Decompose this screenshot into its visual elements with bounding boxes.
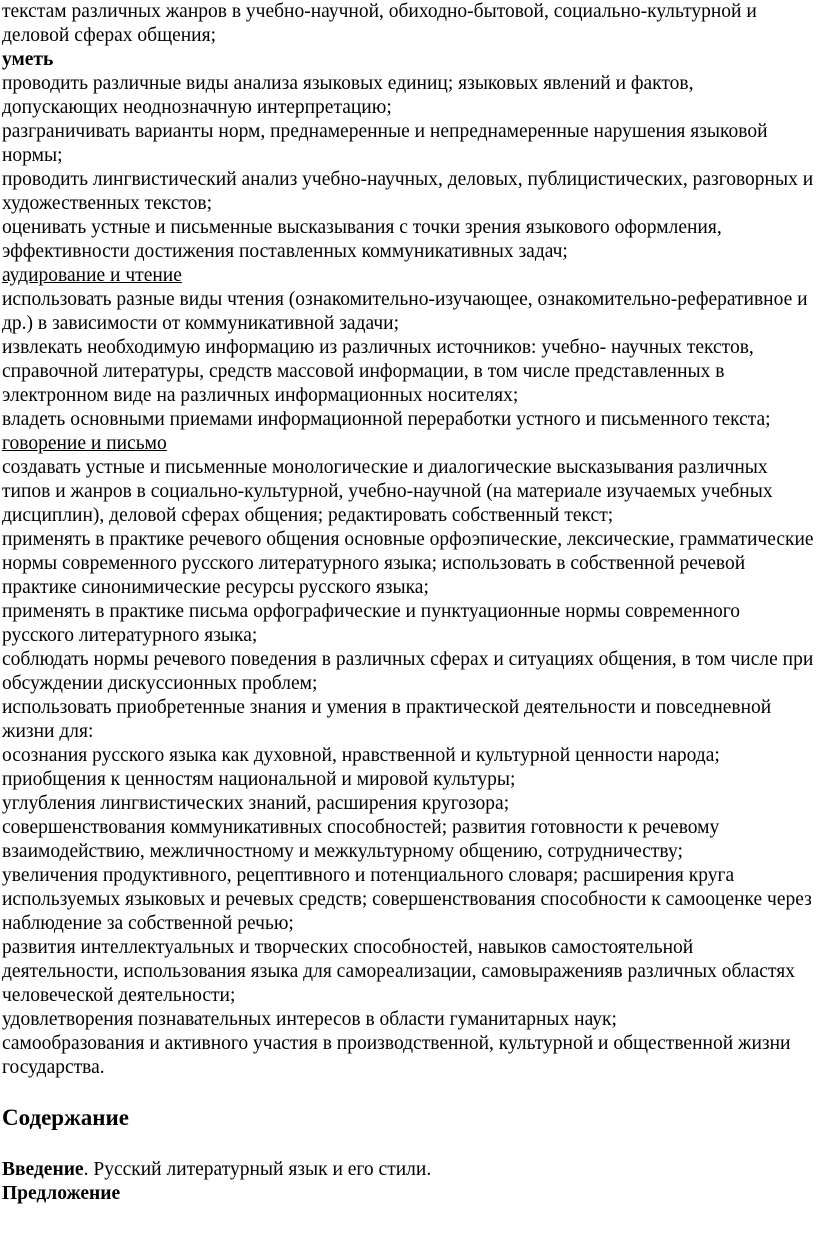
paragraph-development: развития интеллектуальных и творческих способностей, навыков самостоятельной деятельности, использования языка для самореализации, самовыраженияв различных областях человеческой деятельности;: [2, 937, 795, 1006]
label-govorenie-text: говорение и письмо: [2, 433, 167, 454]
label-umet: уметь: [2, 49, 54, 70]
label-audirovanie-text: аудирование и чтение: [2, 265, 182, 286]
paragraph-culture: приобщения к ценностям национальной и мировой культуры;: [2, 769, 516, 790]
paragraph-extract-info: извлекать необходимую информацию из различных источников: учебно- научных текстов, справочной литературы, средств массовой информации, в том числе представленных в электронном виде на различных информационных носителях;: [2, 337, 754, 406]
paragraph-norm-variants: разграничивать варианты норм, преднамеренные и непреднамеренные нарушения языковой нормы;: [2, 121, 768, 166]
paragraph-apply-norms: применять в практике речевого общения основные орфоэпические, лексические, грамматические нормы современного русского литературного языка; использовать в собственной речевой практике синонимические ресурсы русского языка;: [2, 529, 814, 598]
intro-text: . Русский литературный язык и его стили.: [83, 1159, 432, 1180]
label-govorenie: [2, 432, 814, 456]
paragraph-speech-behavior: соблюдать нормы речевого поведения в различных сферах и ситуациях общения, в том числе при обсуждении дискуссионных проблем;: [2, 649, 814, 694]
paragraph-awareness: осознания русского языка как духовной, нравственной и культурной ценности народа;: [2, 745, 720, 766]
paragraph-create-statements: создавать устные и письменные монологические и диалогические высказывания различных типов и жанров в социально-культурной, учебно-научной (на материале изучаемых учебных дисциплин), деловой сферах общения; редактировать собственный текст;: [2, 457, 773, 526]
paragraph-use-knowledge: использовать приобретенные знания и умения в практической деятельности и повседневной жизни для:: [2, 697, 772, 742]
paragraph-reading-types: использовать разные виды чтения (ознакомительно-изучающее, ознакомительно-реферативное и др.) в зависимости от коммуникативной задачи;: [2, 289, 808, 334]
paragraph-vocabulary: увеличения продуктивного, рецептивного и потенциального словаря; расширения круга используемых языковых и речевых средств; совершенствования способности к самооценке через наблюдение за собственной речью;: [2, 865, 812, 934]
label-audirovanie: [2, 264, 814, 288]
paragraph-linguistic-analysis: проводить лингвистический анализ учебно-научных, деловых, публицистических, разговорных и художественных текстов;: [2, 169, 814, 214]
paragraph-evaluate: оценивать устные и письменные высказывания с точки зрения языкового оформления, эффективности достижения поставленных коммуникативных задач;: [2, 217, 722, 262]
paragraph-spelling-norms: применять в практике письма орфографические и пунктуационные нормы современного русского литературного языка;: [2, 601, 741, 646]
paragraph-deepening: углубления лингвистических знаний, расширения кругозора;: [2, 793, 510, 814]
paragraph-analysis: проводить различные виды анализа языковых единиц; языковых явлений и фактов, допускающих неоднозначную интерпретацию;: [2, 73, 694, 118]
paragraph-self-education: самообразования и активного участия в производственной, культурной и общественной жизни государства.: [2, 1033, 791, 1078]
paragraph-processing: владеть основными приемами информационной переработки устного и письменного текста;: [2, 409, 771, 430]
label-sentence: Предложение: [2, 1183, 121, 1204]
intro-label: Введение: [2, 1159, 84, 1180]
paragraph-interests: удовлетворения познавательных интересов в области гуманитарных наук;: [2, 1009, 617, 1030]
section-heading-content: Содержание: [2, 1105, 129, 1130]
paragraph-genres: текстам различных жанров в учебно-научной, обиходно-бытовой, социально-культурной и деловой сферах общения;: [2, 1, 757, 46]
paragraph-intro: [2, 1158, 814, 1182]
paragraph-communicative: совершенствования коммуникативных способностей; развития готовности к речевому взаимодействию, межличностному и межкультурному общению, сотрудничеству;: [2, 817, 720, 862]
